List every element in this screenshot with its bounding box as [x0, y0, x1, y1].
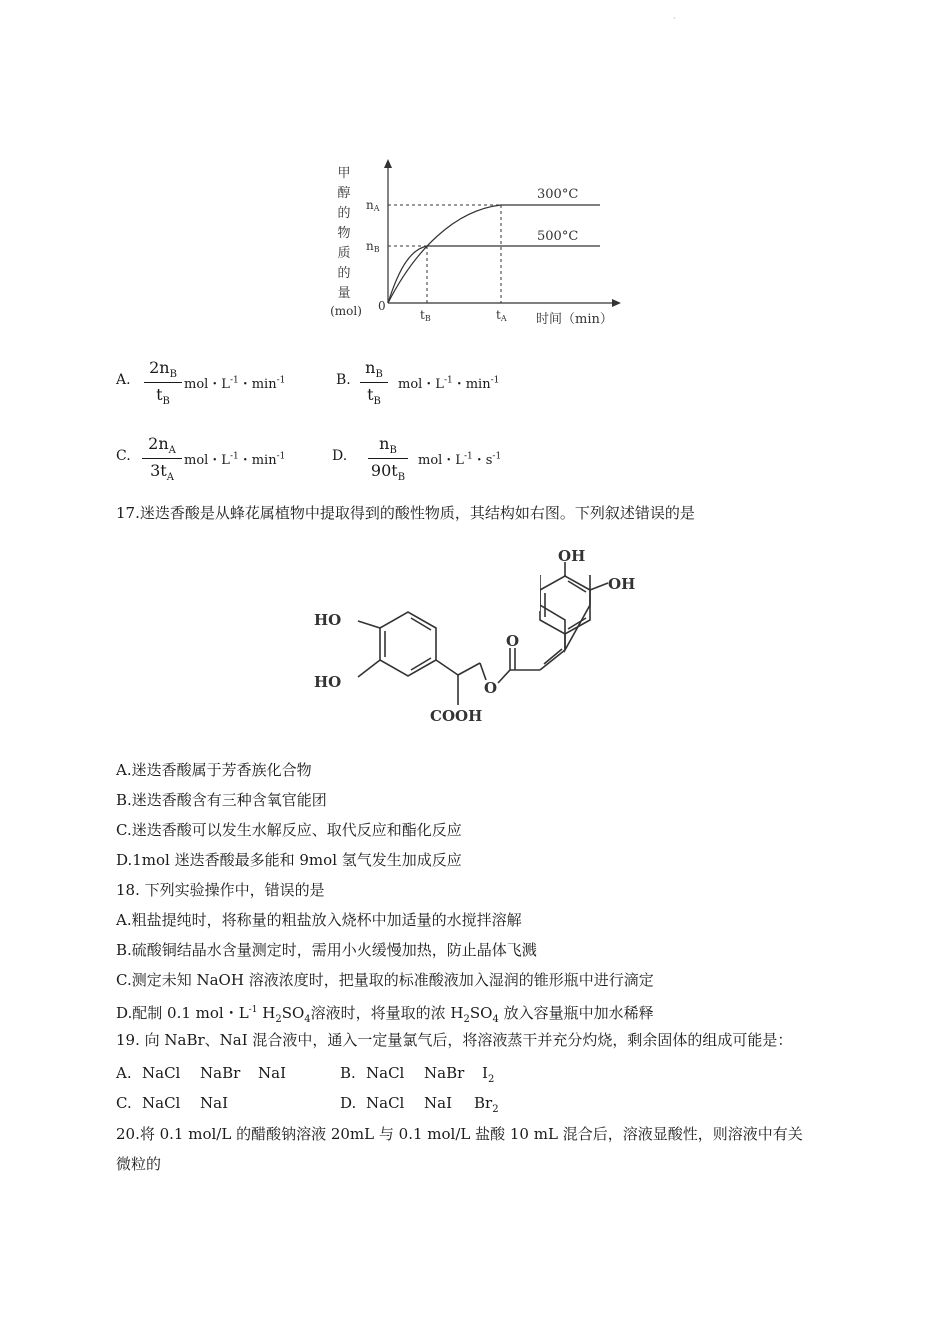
q19-option-b: B. NaCl NaBr $I_2$ [340, 1064, 495, 1085]
series-label-500C: 500°C [537, 229, 579, 244]
q17-stem: 17.迷迭香酸是从蜂花属植物中提取得到的酸性物质，其结构如右图。下列叙述错误的是 [116, 504, 695, 522]
q20-line-1: 20.将 0.1 mol/L 的醋酸钠溶液 20mL 与 0.1 mol/L 盐酸 10 mL 混合后，溶液显酸性，则溶液中有关 [116, 1125, 803, 1143]
q16-option-b-label: B. [336, 372, 351, 388]
label-oh-1: OH [558, 547, 586, 565]
q16-option-d-label: D. [332, 448, 348, 464]
q16-option-c-unit: mol・$L^{-1}$・$\min^{-1}$ [184, 451, 286, 468]
ylabel-char: 物 [337, 226, 351, 241]
q19-option-d: D. NaCl NaI $Br_2$ [340, 1094, 499, 1115]
left-benzene-ring [380, 612, 436, 676]
q16-option-c-fraction: $2n_A$ $3t_A$ [142, 434, 182, 483]
ylabel-char: 醇 [337, 186, 351, 201]
q16-option-a-unit: mol・$L^{-1}$・$\min^{-1}$ [184, 375, 286, 392]
q17-option-b: B.迷迭香酸含有三种含氧官能团 [116, 791, 327, 809]
ylabel-unit: (mol) [330, 304, 362, 318]
y-axis-arrow [384, 159, 392, 168]
methanol-chart [320, 155, 630, 335]
q16-option-d-unit: mol・$L^{-1}$・$s^{-1}$ [418, 451, 502, 468]
label-ho-2: HO [314, 673, 342, 691]
q17-option-c: C.迷迭香酸可以发生水解反应、取代反应和酯化反应 [116, 821, 462, 839]
q19-option-c: C. NaCl NaI [116, 1094, 228, 1112]
ylabel-char: 甲 [337, 166, 351, 181]
corner-mark: · [673, 14, 676, 23]
q16-option-c-label: C. [116, 448, 131, 464]
y-tick-nB: nB [366, 239, 380, 254]
ylabel-char: 质 [337, 246, 351, 261]
q19-stem: 19. 向 NaBr、NaI 混合液中，通入一定量氯气后，将溶液蒸干并充分灼烧，剩余固体的组成可能是： [116, 1031, 793, 1049]
label-o-ester: O [484, 679, 498, 697]
q20-line-2: 微粒的 [116, 1155, 162, 1173]
q19-option-a: A. NaCl NaBr NaI [116, 1064, 286, 1082]
q16-option-b-fraction: $n_B$ $t_B$ [360, 358, 388, 407]
origin-label: 0 [378, 299, 386, 313]
label-cooh: COOH [430, 707, 483, 725]
q18-option-b: B.硫酸铜结晶水含量测定时，需用小火缓慢加热，防止晶体飞溅 [116, 941, 537, 959]
x-axis-arrow [612, 299, 621, 307]
ylabel-char: 量 [337, 286, 351, 301]
rosmarinic-acid-structure [300, 545, 660, 735]
label-o-carbonyl: O [506, 632, 520, 650]
series-300C [388, 205, 600, 303]
q16-option-a-fraction: $2n_B$ $t_B$ [144, 358, 182, 407]
ylabel-char: 的 [337, 266, 351, 281]
x-tick-tA: tA [496, 308, 507, 323]
label-oh-2: OH [608, 575, 636, 593]
y-tick-nA: nA [366, 198, 380, 213]
q16-option-a-label: A. [116, 372, 131, 388]
q18-option-d: D.配制 0.1 mol・$L^{-1}$ $H_2SO_4$溶液时，将量取的浓 $H_2SO_4$ 放入容量瓶中加水稀释 [116, 1004, 654, 1025]
q17-option-a: A.迷迭香酸属于芳香族化合物 [116, 761, 312, 779]
q17-option-d: D.1mol 迷迭香酸最多能和 9mol 氢气发生加成反应 [116, 851, 462, 869]
x-tick-tB: tB [420, 308, 431, 323]
label-ho-1: HO [314, 611, 342, 629]
q18-option-a: A.粗盐提纯时，将称量的粗盐放入烧杯中加适量的水搅拌溶解 [116, 911, 522, 929]
q16-option-d-fraction: $n_B$ $90t_B$ [368, 434, 408, 483]
x-axis-label: 时间（min） [536, 312, 613, 327]
q18-stem: 18. 下列实验操作中，错误的是 [116, 881, 325, 899]
q18-option-c: C.测定未知 NaOH 溶液浓度时，把量取的标准酸液加入湿润的锥形瓶中进行滴定 [116, 971, 654, 989]
series-label-300C: 300°C [537, 187, 579, 202]
q16-option-b-unit: mol・$L^{-1}$・$\min^{-1}$ [398, 375, 500, 392]
ylabel-char: 的 [337, 206, 351, 221]
